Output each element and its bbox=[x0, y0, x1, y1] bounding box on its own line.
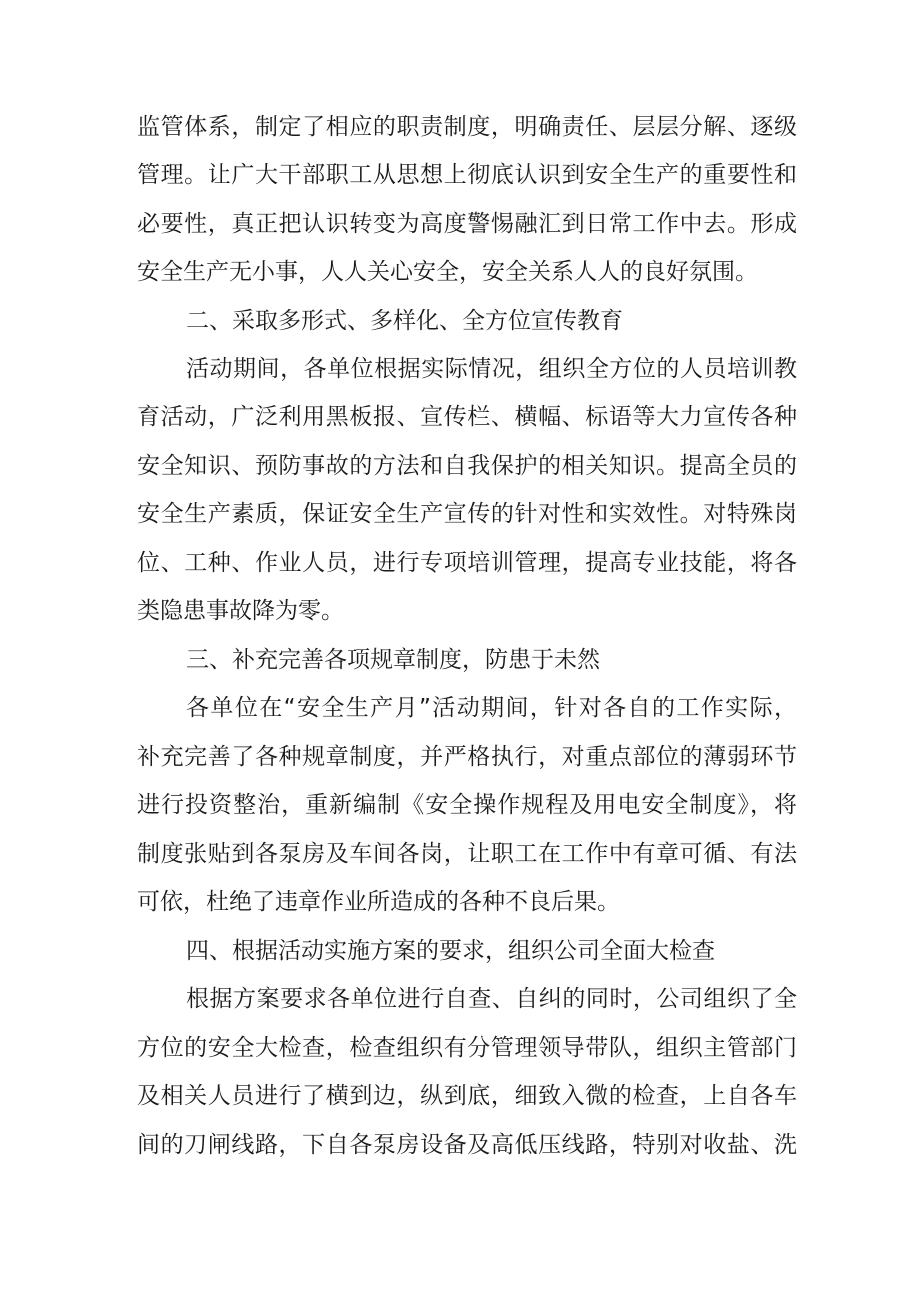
section-heading-4: 四、根据活动实施方案的要求，组织公司全面大检查 bbox=[186, 938, 715, 964]
paragraph-4-line-4: 间的刀闸线路，下自各泵房设备及高低压线路，特别对收盐、洗 bbox=[137, 1132, 797, 1158]
paragraph-1-line-3: 必要性，真正把认识转变为高度警惕融汇到日常工作中去。形成 bbox=[137, 211, 797, 237]
paragraph-1-line-1: 监管体系，制定了相应的职责制度，明确责任、层层分解、逐级 bbox=[137, 114, 797, 140]
paragraph-4-line-1: 根据方案要求各单位进行自查、自纠的同时，公司组织了全 bbox=[186, 986, 797, 1012]
paragraph-2-line-4: 安全生产素质，保证安全生产宣传的针对性和实效性。对特殊岗 bbox=[137, 501, 797, 527]
paragraph-4-line-3: 及相关人员进行了横到边，纵到底，细致入微的检查，上自各车 bbox=[137, 1083, 797, 1109]
section-heading-2: 二、采取多形式、多样化、全方位宣传教育 bbox=[186, 308, 623, 334]
section-heading-3: 三、补充完善各项规章制度，防患于未然 bbox=[186, 647, 600, 673]
paragraph-3-line-2: 补充完善了各种规章制度，并严格执行，对重点部位的薄弱环节 bbox=[137, 744, 797, 770]
paragraph-2-line-2: 育活动，广泛利用黑板报、宣传栏、横幅、标语等大力宣传各种 bbox=[137, 404, 797, 430]
paragraph-1-line-2: 管理。让广大干部职工从思想上彻底认识到安全生产的重要性和 bbox=[137, 162, 797, 188]
paragraph-3-line-3: 进行投资整治，重新编制《安全操作规程及用电安全制度》，将 bbox=[137, 792, 797, 818]
paragraph-3-line-1: 各单位在“安全生产月”活动期间，针对各自的工作实际， bbox=[186, 695, 797, 721]
paragraph-4-line-2: 方位的安全大检查，检查组织有分管理领导带队，组织主管部门 bbox=[137, 1035, 797, 1061]
paragraph-2-line-1: 活动期间，各单位根据实际情况，组织全方位的人员培训教 bbox=[186, 356, 797, 382]
paragraph-3-line-5: 可依，杜绝了违章作业所造成的各种不良后果。 bbox=[137, 889, 620, 915]
paragraph-2-line-6: 类隐患事故降为零。 bbox=[137, 598, 344, 624]
paragraph-2-line-3: 安全知识、预防事故的方法和自我保护的相关知识。提高全员的 bbox=[137, 453, 797, 479]
paragraph-2-line-5: 位、工种、作业人员，进行专项培训管理，提高专业技能，将各 bbox=[137, 550, 797, 576]
paragraph-3-line-4: 制度张贴到各泵房及车间各岗，让职工在工作中有章可循、有法 bbox=[137, 841, 797, 867]
paragraph-1-line-4: 安全生产无小事，人人关心安全，安全关系人人的良好氛围。 bbox=[137, 259, 758, 285]
